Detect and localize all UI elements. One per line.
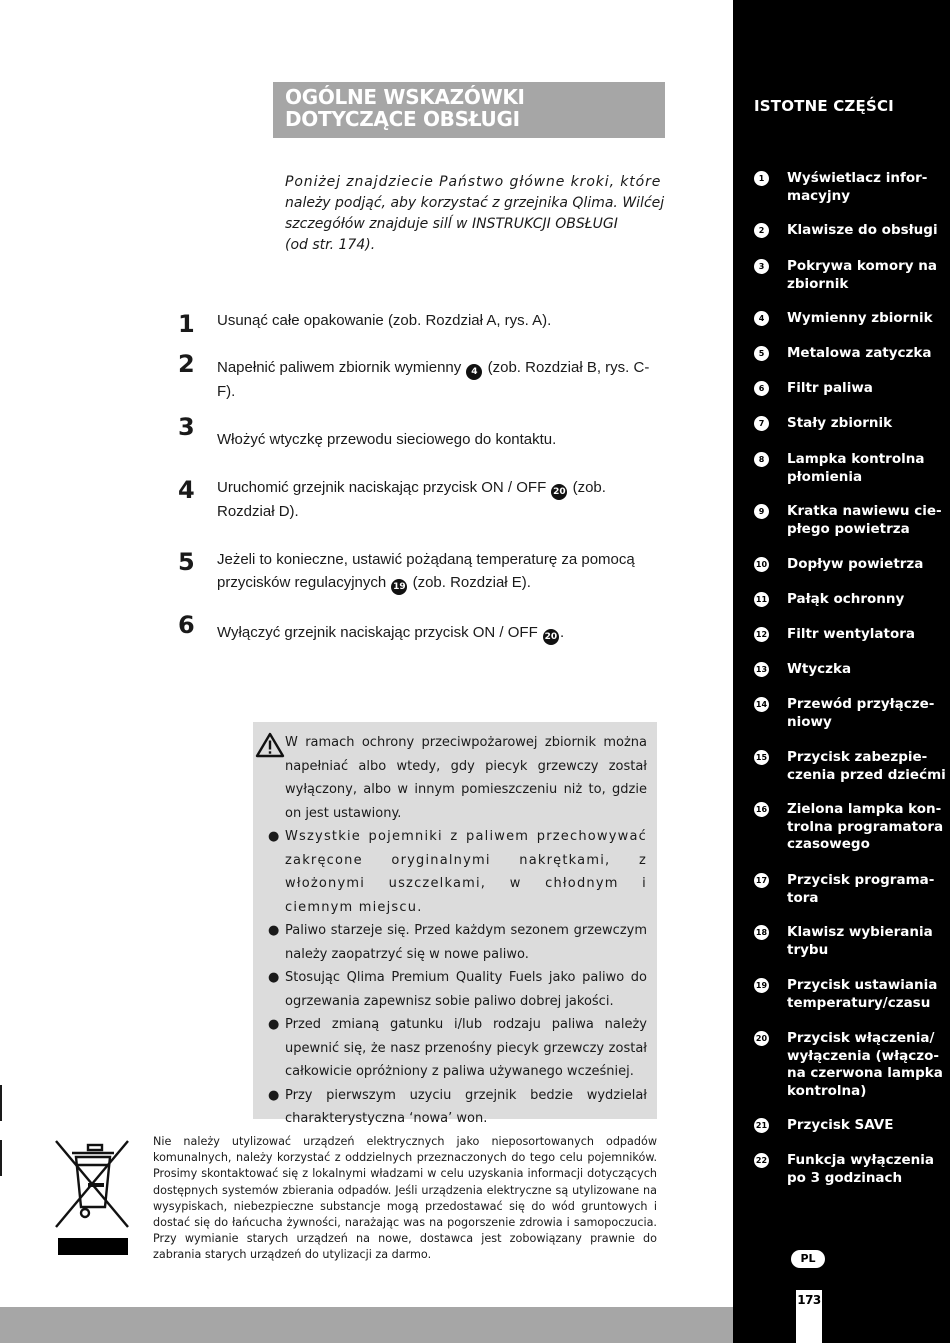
part-number-badge: 19 xyxy=(754,978,769,993)
part-label xyxy=(787,626,947,644)
part-label-line: Pałąk ochronny xyxy=(787,591,905,607)
part-number-badge: 11 xyxy=(754,592,769,607)
parts-sidebar xyxy=(733,0,950,1343)
part-number-badge: 18 xyxy=(754,925,769,940)
part-number-badge: 10 xyxy=(754,557,769,572)
part-label-line: trybu xyxy=(787,941,829,958)
disposal-notice: Nie należy utylizować urządzeń elektrycznych jako nieposortowanych odpadów komunalnych, należy korzystać z oddzielnych przeznaczonych do tego celu pojemników. Prosimy skontaktować się z lokalnymi władzami w celu uzyskania informacji dotyczących dostępnych systemów zbierania odpadów. Jeśli urządzenia elektryczne są utylizowane na wysypiskach, niebezpieczne substancje mogą przedostawać się do wód gruntowych i dostać się do łańcucha żywności, narażając was na pogorszenie zdrowia i samopoczucia. Przy wymianie starych urządzeń na nowe, dostawca jest zobowiązany prawnie do zabrania starych urządzeń do utylizacji za darmo. xyxy=(153,1135,657,1262)
warning-text: Stosując Qlima Premium Quality Fuels jako paliwo do ogrzewania zapewnisz sobie paliwo dobrej jakości. xyxy=(285,970,647,1009)
step-number: 2 xyxy=(178,350,195,378)
part-label xyxy=(787,872,947,907)
part-label xyxy=(787,380,947,398)
warning-text: Przy pierwszym uzyciu grzejnik bedzie wydzielał charakterystyczna ‘nowa’ won. xyxy=(285,1087,647,1126)
part-label xyxy=(787,696,947,731)
part-label-line: Przycisk SAVE xyxy=(787,1117,894,1133)
part-number-badge: 13 xyxy=(754,662,769,677)
intro-line: szczegółów znajduje silĺ w INSTRUKCJI OBSŁUGI xyxy=(285,216,618,232)
step-text xyxy=(217,476,665,523)
step-text xyxy=(217,621,665,645)
part-label xyxy=(787,503,947,538)
part-label xyxy=(787,801,947,854)
step-text-part: (zob. Rozdział B, rys. C-F). xyxy=(217,359,650,400)
part-label-line: Dopływ powietrza xyxy=(787,556,924,572)
step-number: 4 xyxy=(178,476,195,504)
part-label xyxy=(787,451,947,486)
part-label-line: trolna programatora xyxy=(787,818,944,835)
crossed-out-bin-icon xyxy=(52,1135,132,1257)
part-number-badge: 16 xyxy=(754,802,769,817)
part-label-line: Filtr wentylatora xyxy=(787,626,916,642)
part-label xyxy=(787,345,947,363)
warning-triangle-icon xyxy=(255,732,285,758)
step-text-part: Jeżeli to konieczne, ustawić pożądaną temperaturę za pomocą przycisków regulacyjnych xyxy=(217,551,635,591)
warning-box xyxy=(253,722,657,1126)
sidebar-title: ISTOTNE CZĘŚCI xyxy=(754,97,894,115)
warning-text: Wszystkie pojemniki z paliwem przechowywać zakręcone oryginalnymi nakrętkami, z włożonymi uszczelkami, w chłodnym i ciemnym miejscu. xyxy=(285,829,647,915)
part-label-line: Wtyczka xyxy=(787,661,852,677)
warning-item xyxy=(268,1013,647,1084)
language-badge: PL xyxy=(791,1250,825,1268)
part-number-badge: 6 xyxy=(754,381,769,396)
warning-item xyxy=(268,966,647,1013)
warning-text: Paliwo starzeje się. Przed każdym sezonem grzewczym należy zaopatrzyć się w nowe paliwo. xyxy=(285,923,647,962)
part-label xyxy=(787,977,947,1012)
part-label-line: czasowego xyxy=(787,836,870,852)
part-label-line: Lampka kontrolna xyxy=(787,451,925,467)
step-text-part: (zob. Rozdział D). xyxy=(217,479,606,520)
page-title xyxy=(273,82,665,138)
part-number-badge: 9 xyxy=(754,504,769,519)
part-label-line: Zielona lampka kon- xyxy=(787,801,942,817)
part-label-line: na czerwona lampka xyxy=(787,1065,943,1081)
part-label-line: Kratka nawiewu cie- xyxy=(787,503,942,519)
warning-list xyxy=(268,731,647,1131)
part-reference-badge: 20 xyxy=(551,484,567,500)
part-number-badge: 22 xyxy=(754,1153,769,1168)
intro-line: (od str. 174). xyxy=(285,237,376,253)
bullet-icon: ● xyxy=(268,923,280,938)
part-label-line: Przewód przyłącze- xyxy=(787,696,935,712)
step-text-part: Wyłączyć grzejnik naciskając przycisk ON / OFF xyxy=(217,624,538,641)
part-label-line: kontrolna) xyxy=(787,1082,867,1099)
intro-line: należy podjąć, aby korzystać z grzejnika Qlima. Wilćej xyxy=(285,195,665,211)
part-label-line: Pokrywa komory na xyxy=(787,258,937,274)
edge-mark xyxy=(0,1085,2,1121)
part-number-badge: 21 xyxy=(754,1118,769,1133)
step-text: Usunąć całe opakowanie (zob. Rozdział A, rys. A). xyxy=(217,312,552,329)
step-text xyxy=(217,548,665,595)
part-label-line: Przycisk zabezpie- xyxy=(787,749,928,765)
step-text: Włożyć wtyczkę przewodu sieciowego do kontaktu. xyxy=(217,431,557,448)
bullet-icon: ● xyxy=(268,1017,280,1032)
part-label xyxy=(787,258,947,293)
warning-item xyxy=(268,919,647,966)
part-label xyxy=(787,661,947,679)
part-label xyxy=(787,1152,947,1187)
part-reference-badge: 20 xyxy=(543,629,559,645)
part-label xyxy=(787,222,947,240)
step-text-part: Napełnić paliwem zbiornik wymienny xyxy=(217,359,462,376)
part-label-line: Stały zbiornik xyxy=(787,415,893,431)
part-label xyxy=(787,591,947,609)
part-number-badge: 12 xyxy=(754,627,769,642)
part-number-badge: 2 xyxy=(754,223,769,238)
warning-text: Przed zmianą gatunku i/lub rodzaju paliwa należy upewnić się, że nasz przenośny piecyk grzewczy został całkowicie opróżniony z paliwa używanego wcześniej. xyxy=(285,1017,647,1079)
part-label xyxy=(787,556,947,574)
part-label-line: niowy xyxy=(787,713,832,730)
part-label-line: Przycisk włączenia/ xyxy=(787,1030,935,1046)
part-label-line: Filtr paliwa xyxy=(787,380,873,396)
step-number: 3 xyxy=(178,413,195,441)
step-number: 6 xyxy=(178,611,195,639)
part-label-line: zbiornik xyxy=(787,275,849,292)
warning-item xyxy=(285,731,647,825)
part-label-line: Funkcja wyłączenia xyxy=(787,1152,934,1168)
page-number: 173 xyxy=(796,1290,822,1343)
warning-item xyxy=(268,825,647,919)
part-label-line: tora xyxy=(787,889,819,906)
part-label-line: Klawisz wybierania xyxy=(787,924,933,940)
warning-text: W ramach ochrony przeciwpożarowej zbiornik można napełniać albo wtedy, gdy piecyk grzewczy został wyłączony, albo w innym pomieszczeniu niż to, gdzie on jest ustawiony. xyxy=(285,735,647,821)
step-text-part: . xyxy=(559,624,565,641)
bullet-icon: ● xyxy=(268,1087,280,1103)
part-label-line: Metalowa zatyczka xyxy=(787,345,932,361)
step-number: 5 xyxy=(178,548,195,576)
step-number: 1 xyxy=(178,310,195,338)
part-number-badge: 4 xyxy=(754,311,769,326)
part-label-line: temperatury/czasu xyxy=(787,994,931,1011)
intro-line: Poniżej znajdziecie Państwo główne kroki, które xyxy=(285,174,662,190)
part-label-line: Wymienny zbiornik xyxy=(787,310,933,326)
part-label xyxy=(787,415,947,433)
step-text xyxy=(217,356,665,403)
part-label xyxy=(787,1030,947,1100)
bullet-icon: ● xyxy=(268,829,281,844)
part-reference-badge: 4 xyxy=(466,364,482,380)
page-title-line-2: DOTYCZĄCE OBSŁUGI xyxy=(285,107,520,131)
part-label-line: macyjny xyxy=(787,187,851,204)
part-label xyxy=(787,310,947,328)
warning-item xyxy=(268,1084,647,1131)
step-text-part: Uruchomić grzejnik naciskając przycisk ON / OFF xyxy=(217,479,547,496)
part-label-line: czenia przed dziećmi xyxy=(787,766,946,783)
part-number-badge: 8 xyxy=(754,452,769,467)
part-label-line: Klawisze do obsługi xyxy=(787,222,938,238)
step-text-part: (zob. Rozdział E). xyxy=(412,574,531,591)
part-number-badge: 7 xyxy=(754,416,769,431)
part-number-badge: 20 xyxy=(754,1031,769,1046)
part-label-line: Przycisk ustawiania xyxy=(787,977,938,993)
part-label-line: wyłączenia (włączo- xyxy=(787,1047,939,1064)
part-number-badge: 17 xyxy=(754,873,769,888)
part-label-line: płego powietrza xyxy=(787,520,910,537)
bullet-icon: ● xyxy=(268,970,280,985)
part-number-badge: 15 xyxy=(754,750,769,765)
intro-paragraph xyxy=(285,172,665,256)
part-label xyxy=(787,749,947,784)
part-number-badge: 14 xyxy=(754,697,769,712)
part-number-badge: 3 xyxy=(754,259,769,274)
part-label-line: płomienia xyxy=(787,468,863,485)
part-label-line: Przycisk programa- xyxy=(787,872,935,888)
part-number-badge: 1 xyxy=(754,171,769,186)
edge-mark xyxy=(0,1140,2,1176)
part-label xyxy=(787,924,947,959)
page-title-line-1: OGÓLNE WSKAZÓWKI xyxy=(285,85,525,109)
part-label xyxy=(787,170,947,205)
part-label xyxy=(787,1117,947,1135)
part-reference-badge: 19 xyxy=(391,579,407,595)
part-label-line: Wyświetlacz infor- xyxy=(787,170,928,186)
part-label-line: po 3 godzinach xyxy=(787,1169,903,1186)
part-number-badge: 5 xyxy=(754,346,769,361)
